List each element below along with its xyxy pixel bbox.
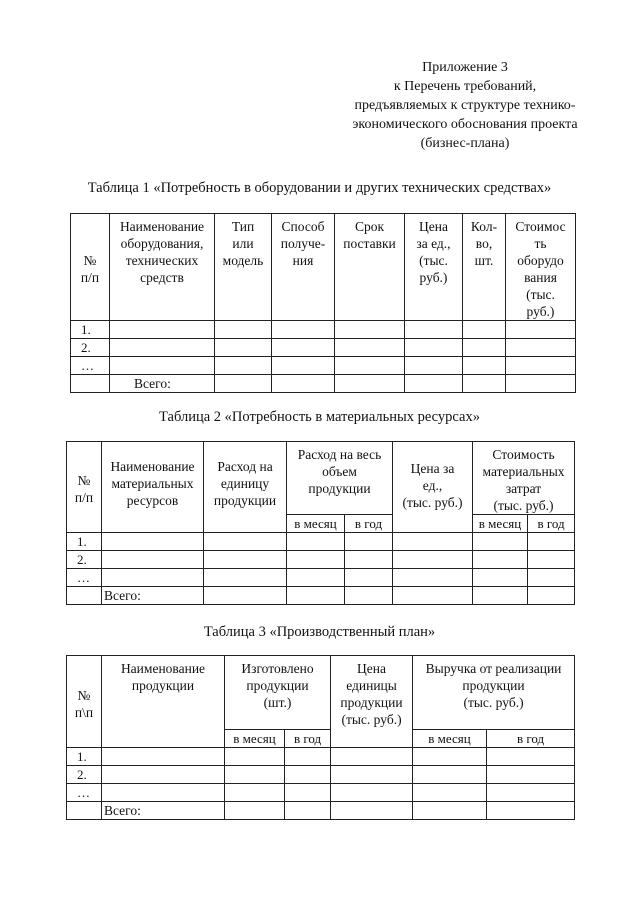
row-number: 1. xyxy=(67,533,102,551)
table3-subheader: в год xyxy=(487,730,575,748)
table1-header-cell: № п/п xyxy=(71,214,110,321)
row-number: 2. xyxy=(67,551,102,569)
appendix-line: экономического обоснования проекта xyxy=(352,117,578,132)
table-row xyxy=(67,533,575,551)
table3-header-cell: № п\п xyxy=(67,656,102,748)
table-total-row xyxy=(67,802,575,820)
table3-header-cell: Цена единицы продукции (тыс. руб.) xyxy=(331,656,413,748)
table3-header-row xyxy=(67,656,575,730)
table2-subheader: в год xyxy=(528,515,575,533)
appendix-title: Приложение 3 xyxy=(422,60,508,75)
table-row xyxy=(67,784,575,802)
table-row xyxy=(71,321,576,339)
total-label: Всего: xyxy=(102,802,225,820)
table1-header-row xyxy=(71,214,576,321)
table2-subheader: в месяц xyxy=(473,515,528,533)
row-number: 1. xyxy=(71,321,110,339)
table2-header-cell: Цена за ед., (тыс. руб.) xyxy=(393,442,473,533)
table1-header-cell: Стоимос ть оборудо вания (тыс. руб.) xyxy=(506,214,576,321)
table1-header-cell: Цена за ед., (тыс. руб.) xyxy=(405,214,463,321)
table2-header-cell: Наименование материальных ресурсов xyxy=(102,442,204,533)
table3 xyxy=(66,655,575,820)
row-number: 1. xyxy=(67,748,102,766)
table1-header-cell: Способ получе- ния xyxy=(272,214,335,321)
table-row xyxy=(67,569,575,587)
table3-caption: Таблица 3 «Производственный план» xyxy=(203,624,436,640)
table1-header-cell: Наименование оборудования, технических средств xyxy=(110,214,215,321)
appendix-line: (бизнес-плана) xyxy=(420,136,510,151)
table2 xyxy=(66,441,575,605)
table2-caption: Таблица 2 «Потребность в материальных ресурсах» xyxy=(159,409,480,425)
table2-subheader: в год xyxy=(345,515,393,533)
table2-header-cell: № п/п xyxy=(67,442,102,533)
table-row xyxy=(71,357,576,375)
table3-header-cell: Выручка от реализации продукции (тыс. руб.) xyxy=(413,656,575,730)
table3-header-cell: Наименование продукции xyxy=(102,656,225,748)
table2-header-cell: Стоимость материальных затрат (тыс. руб.) xyxy=(473,442,575,515)
row-number: 2. xyxy=(71,339,110,357)
table-row xyxy=(71,339,576,357)
table2-header-cell: Расход на весь объем продукции xyxy=(287,442,393,515)
table3-subheader: в месяц xyxy=(413,730,487,748)
table-total-row xyxy=(71,375,576,393)
table3-subheader: в месяц xyxy=(225,730,285,748)
appendix-line: предъявляемых к структуре технико- xyxy=(354,98,576,113)
table2-subheader: в месяц xyxy=(287,515,345,533)
table3-header-cell: Изготовлено продукции (шт.) xyxy=(225,656,331,730)
total-label: Всего: xyxy=(110,375,215,393)
table-row xyxy=(67,551,575,569)
table3-subheader: в год xyxy=(285,730,331,748)
table1-header-cell: Срок поставки xyxy=(335,214,405,321)
table-total-row xyxy=(67,587,575,605)
appendix-header xyxy=(330,58,600,153)
table1-header-cell: Тип или модель xyxy=(215,214,272,321)
table-row xyxy=(67,766,575,784)
appendix-line: к Перечень требований, xyxy=(393,79,537,94)
table2-header-cell: Расход на единицу продукции xyxy=(204,442,287,533)
table-row xyxy=(67,748,575,766)
row-number: … xyxy=(71,357,110,375)
row-number: … xyxy=(67,784,102,802)
total-label: Всего: xyxy=(102,587,204,605)
row-number: … xyxy=(67,569,102,587)
table1-header-cell: Кол- во, шт. xyxy=(463,214,506,321)
table1 xyxy=(70,213,576,393)
table2-header-row xyxy=(67,442,575,515)
row-number: 2. xyxy=(67,766,102,784)
table1-caption: Таблица 1 «Потребность в оборудовании и других технических средствах» xyxy=(87,180,552,196)
